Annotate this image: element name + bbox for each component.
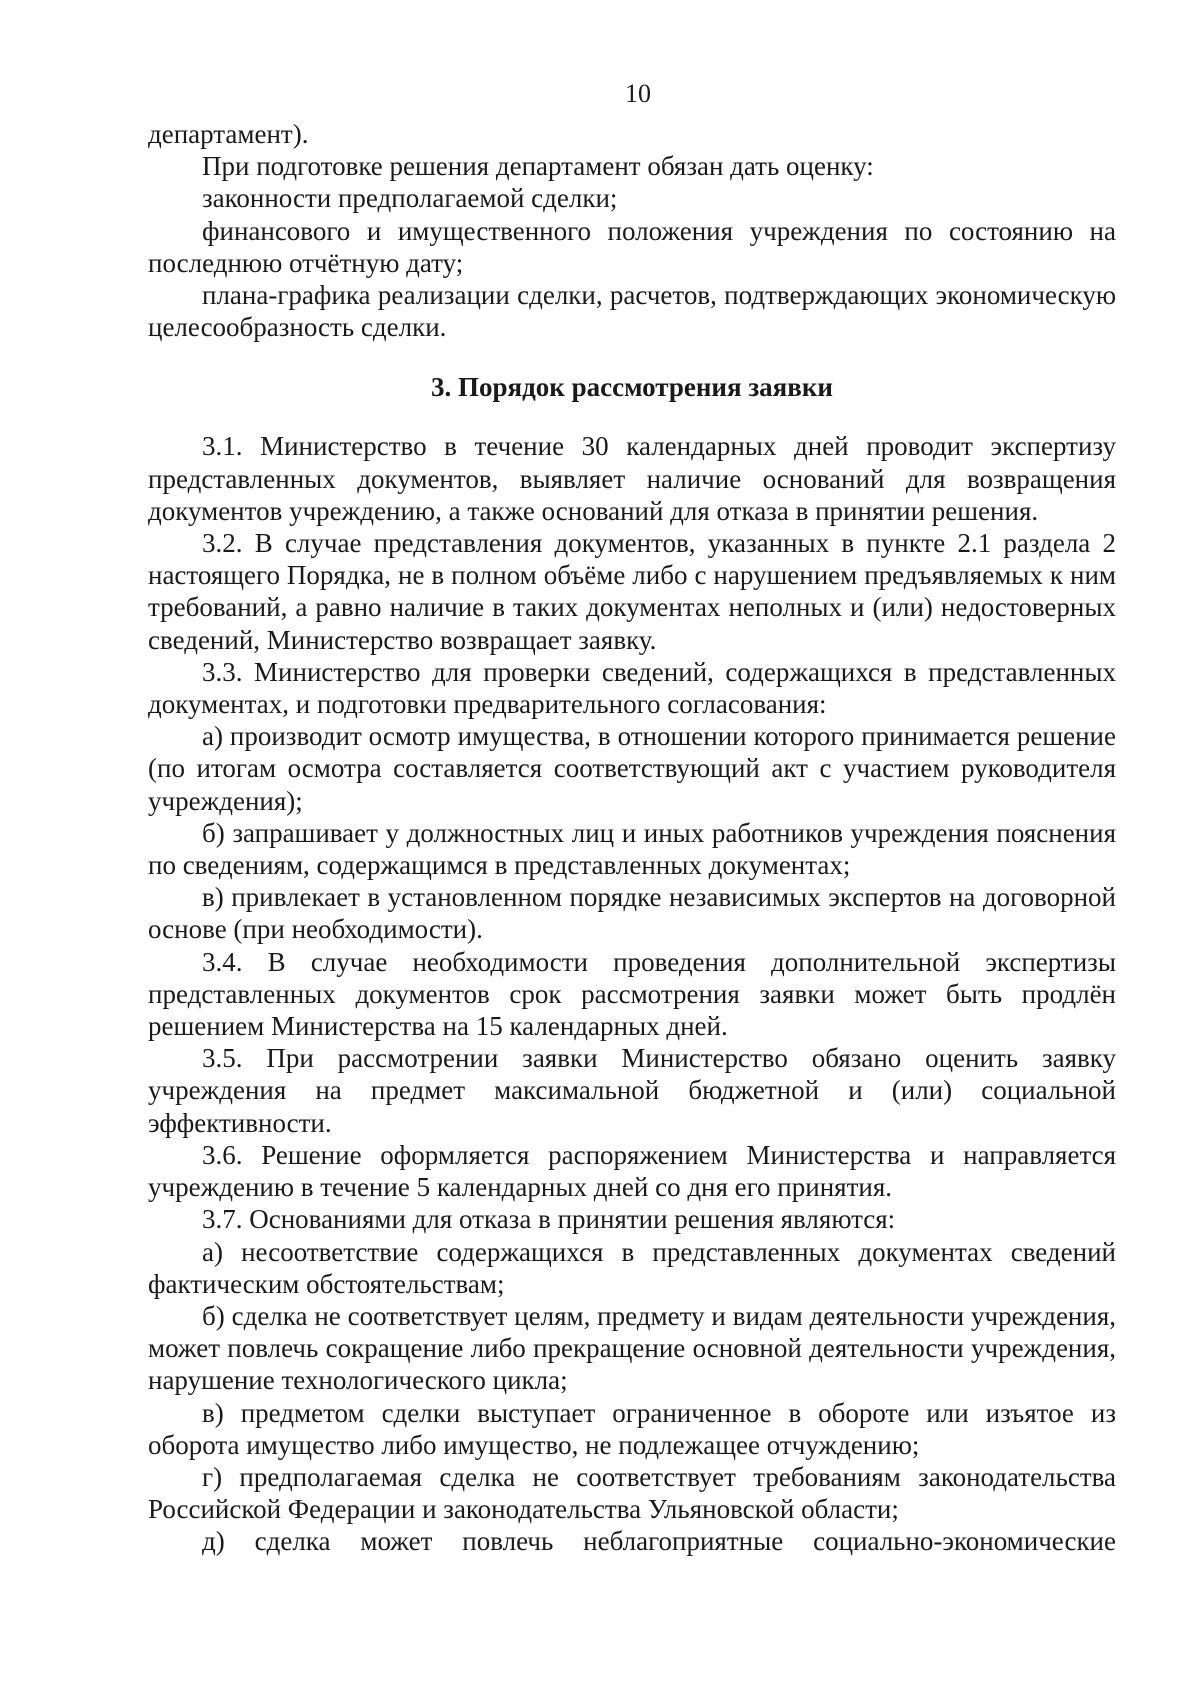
paragraphs-before-heading (148, 118, 1116, 343)
paragraph: в) предметом сделки выступает ограниченное в обороте или изъятое из оборота имущество либо имущество, не подлежащее отчуждению; (148, 1397, 1116, 1460)
paragraph: а) несоответствие содержащихся в представленных документах сведений фактическим обстоятельствам; (148, 1236, 1116, 1299)
paragraph: в) привлекает в установленном порядке независимых экспертов на договорной основе (при необходимости). (148, 882, 1116, 945)
paragraph: финансового и имущественного положения учреждения по состоянию на последнюю отчётную дату; (148, 215, 1116, 278)
section-heading: 3. Порядок рассмотрения заявки (431, 372, 833, 403)
paragraph: б) сделка не соответствует целям, предмету и видам деятельности учреждения, может повлечь сокращение либо прекращение основной деятельности учреждения, нарушение технологического цикла; (148, 1300, 1116, 1396)
paragraph: При подготовке решения департамент обязан дать оценку: (202, 151, 874, 182)
paragraph: 3.2. В случае представления документов, указанных в пункте 2.1 раздела 2 настоящего Порядка, не в полном объёме либо с нарушением предъявляемых к ним требований, а равно наличие в таких документах неполных и (или) недостоверных сведений, Министерство возвращает заявку. (148, 528, 1116, 655)
page-number: 10 (625, 79, 651, 108)
paragraph: г) предполагаемая сделка не соответствует требованиям законодательства Российской Федерации и законодательства Ульяновской области; (148, 1461, 1116, 1525)
paragraph: б) запрашивает у должностных лиц и иных работников учреждения пояснения по сведениям, содержащимся в представленных документах; (148, 817, 1116, 881)
paragraph: 3.4. В случае необходимости проведения дополнительной экспертизы представленных документов срок рассмотрения заявки может быть продлён решением Министерства на 15 календарных дней. (148, 946, 1116, 1042)
paragraph: 3.1. Министерство в течение 30 календарных дней проводит экспертизу представленных документов, выявляет наличие оснований для возвращения документов учреждению, а также оснований для отказа в принятии решения. (148, 431, 1116, 526)
paragraph: д) сделка может повлечь неблагоприятные социально-экономические (202, 1526, 1116, 1557)
paragraph: 3.5. При рассмотрении заявки Министерство обязано оценить заявку учреждения на предмет максимальной бюджетной и (или) социальной эффективности. (148, 1043, 1116, 1138)
paragraphs-after-heading (148, 430, 1116, 1557)
paragraph: а) производит осмотр имущества, в отношении которого принимается решение (по итогам осмотра составляется соответствующий акт с участием руководителя учреждения); (148, 721, 1116, 816)
paragraph: 3.3. Министерство для проверки сведений, содержащихся в представленных документах, и подготовки предварительного согласования: (148, 656, 1116, 720)
paragraph: департамент). (148, 119, 309, 149)
paragraph: 3.6. Решение оформляется распоряжением Министерства и направляется учреждению в течение 5 календарных дней со дня его принятия. (148, 1139, 1116, 1203)
paragraph: 3.7. Основаниями для отказа в принятии решения являются: (202, 1204, 896, 1235)
paragraph: плана-графика реализации сделки, расчетов, подтверждающих экономическую целесообразность сделки. (148, 280, 1116, 343)
document-body (148, 118, 1116, 1558)
paragraph: законности предполагаемой сделки; (202, 183, 618, 214)
